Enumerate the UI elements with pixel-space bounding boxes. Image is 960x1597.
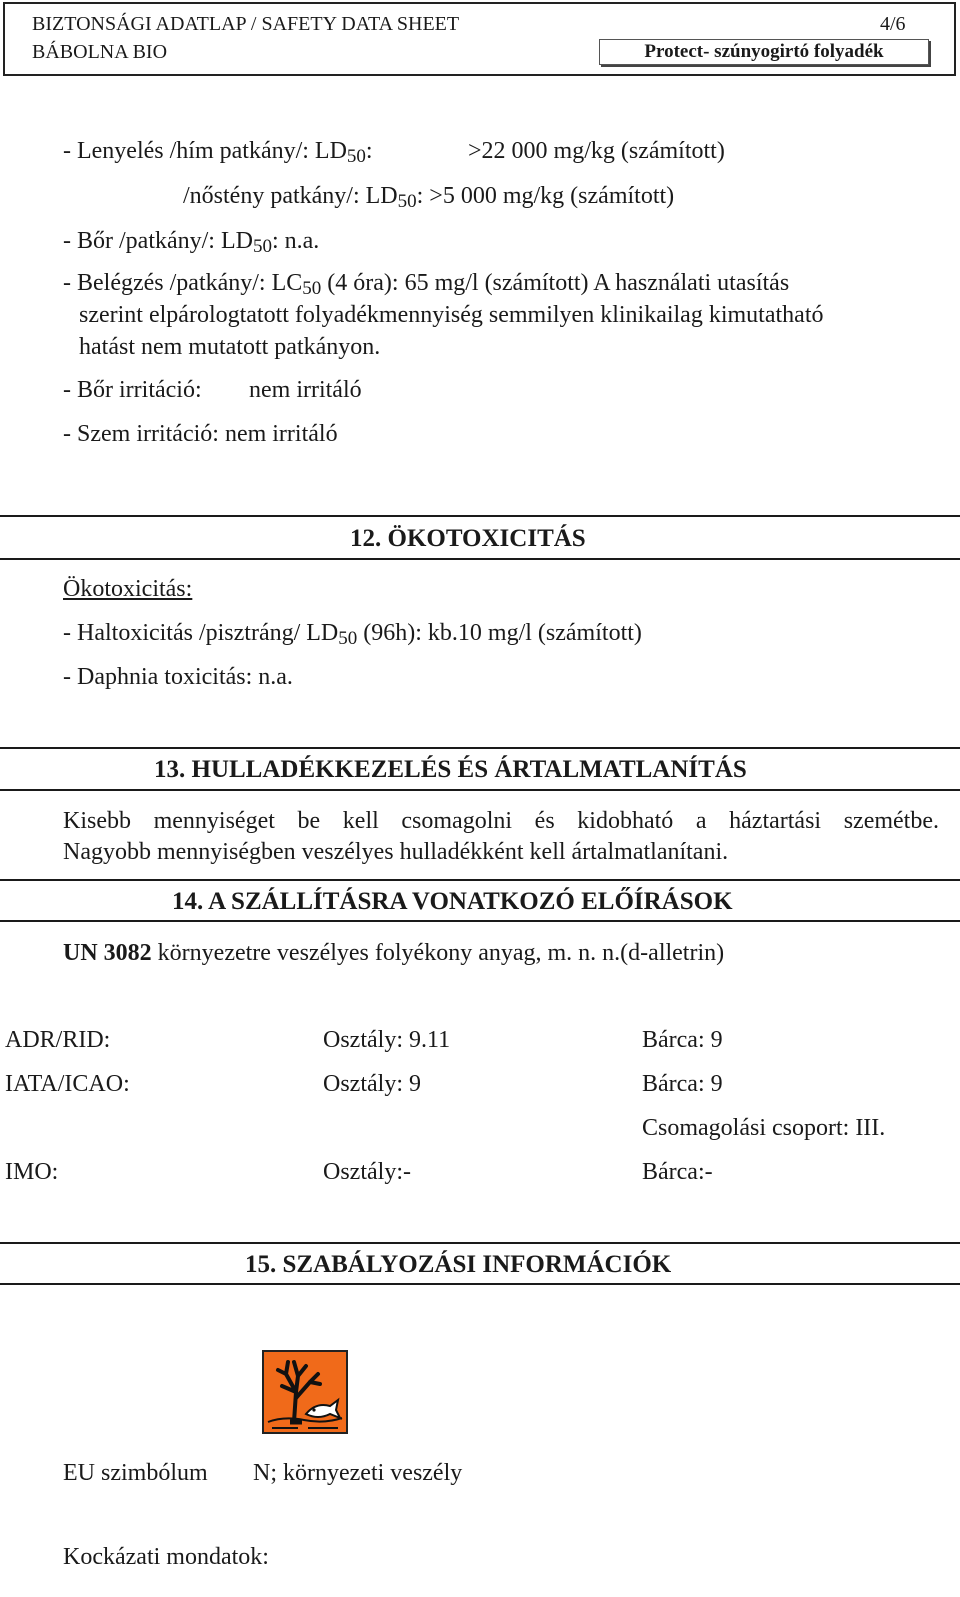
transport-adr-label2: Bárca: 9 xyxy=(642,1027,723,1053)
tox-skin-irritation-value: nem irritáló xyxy=(249,377,362,403)
disposal-line-2: Nagyobb mennyiségben veszélyes hulladékként kell ártalmatlanítani. xyxy=(63,839,729,865)
section-15-rule-bottom xyxy=(0,1283,960,1285)
section-13-rule-bottom xyxy=(0,789,960,791)
transport-adr-class: Osztály: 9.11 xyxy=(323,1027,451,1053)
section-14-heading: 14. A SZÁLLÍTÁSRA VONATKOZÓ ELŐÍRÁSOK xyxy=(172,888,733,915)
section-12-rule-top xyxy=(0,515,960,517)
product-name: Protect- szúnyogirtó folyadék xyxy=(644,41,884,62)
page-number: 4/6 xyxy=(880,13,906,35)
tox-eye-irritation: - Szem irritáció: nem irritáló xyxy=(63,421,338,447)
un-number-line: UN 3082 környezetre veszélyes folyékony anyag, m. n. n.(d-alletrin) xyxy=(63,940,725,966)
section-12-rule-bottom xyxy=(0,558,960,560)
section-14-rule-top xyxy=(0,879,960,881)
ecotox-daphnia: - Daphnia toxicitás: n.a. xyxy=(63,664,293,690)
section-13-rule-top xyxy=(0,747,960,749)
ecotox-fish: - Haltoxicitás /pisztráng/ LD50 (96h): kb.10 mg/l (számított) xyxy=(63,620,642,649)
section-14-rule-bottom xyxy=(0,920,960,922)
transport-iata-class: Osztály: 9 xyxy=(323,1071,421,1097)
tox-inhalation-line3: hatást nem mutatott patkányon. xyxy=(79,334,381,360)
transport-packing-group: Csomagolási csoport: III. xyxy=(642,1115,886,1141)
transport-adr-label: ADR/RID: xyxy=(5,1027,111,1053)
environment-hazard-icon xyxy=(262,1350,348,1434)
tox-swallow-female: /nőstény patkány/: LD50: >5 000 mg/kg (számított) xyxy=(183,183,675,212)
risk-phrases-label: Kockázati mondatok: xyxy=(63,1544,269,1570)
tox-skin-irritation-label: - Bőr irritáció: xyxy=(63,377,202,403)
tox-inhalation-line2: szerint elpárologtatott folyadékmennyiség semmilyen klinikailag kimutatható xyxy=(79,302,824,328)
eu-symbol-label: EU szimbólum xyxy=(63,1460,208,1486)
section-12-heading: 12. ÖKOTOXICITÁS xyxy=(350,525,586,552)
company-name: BÁBOLNA BIO xyxy=(32,41,168,63)
section-15-rule-top xyxy=(0,1242,960,1244)
transport-iata-label2: Bárca: 9 xyxy=(642,1071,723,1097)
transport-imo-label: IMO: xyxy=(5,1159,59,1185)
eu-symbol-value: N; környezeti veszély xyxy=(253,1460,463,1486)
ecotox-subheading: Ökotoxicitás: xyxy=(63,576,193,602)
transport-iata-label: IATA/ICAO: xyxy=(5,1071,130,1097)
disposal-line-1: Kisebb mennyiséget be kell csomagolni és kidobható a háztartási szemétbe. xyxy=(63,808,939,834)
section-15-heading: 15. SZABÁLYOZÁSI INFORMÁCIÓK xyxy=(245,1251,672,1278)
section-13-heading: 13. HULLADÉKKEZELÉS ÉS ÁRTALMATLANÍTÁS xyxy=(154,756,747,783)
transport-imo-label2: Bárca:- xyxy=(642,1159,713,1185)
tox-swallow-male: - Lenyelés /hím patkány/: LD50: xyxy=(63,138,373,167)
transport-imo-class: Osztály:- xyxy=(323,1159,411,1185)
tox-skin-ld50: - Bőr /patkány/: LD50: n.a. xyxy=(63,228,320,257)
tox-inhalation: - Belégzés /patkány/: LC50 (4 óra): 65 mg/l (számított) A használati utasítás xyxy=(63,270,790,299)
document-title: BIZTONSÁGI ADATLAP / SAFETY DATA SHEET xyxy=(32,13,460,35)
tox-swallow-male-value: >22 000 mg/kg (számított) xyxy=(468,138,725,164)
